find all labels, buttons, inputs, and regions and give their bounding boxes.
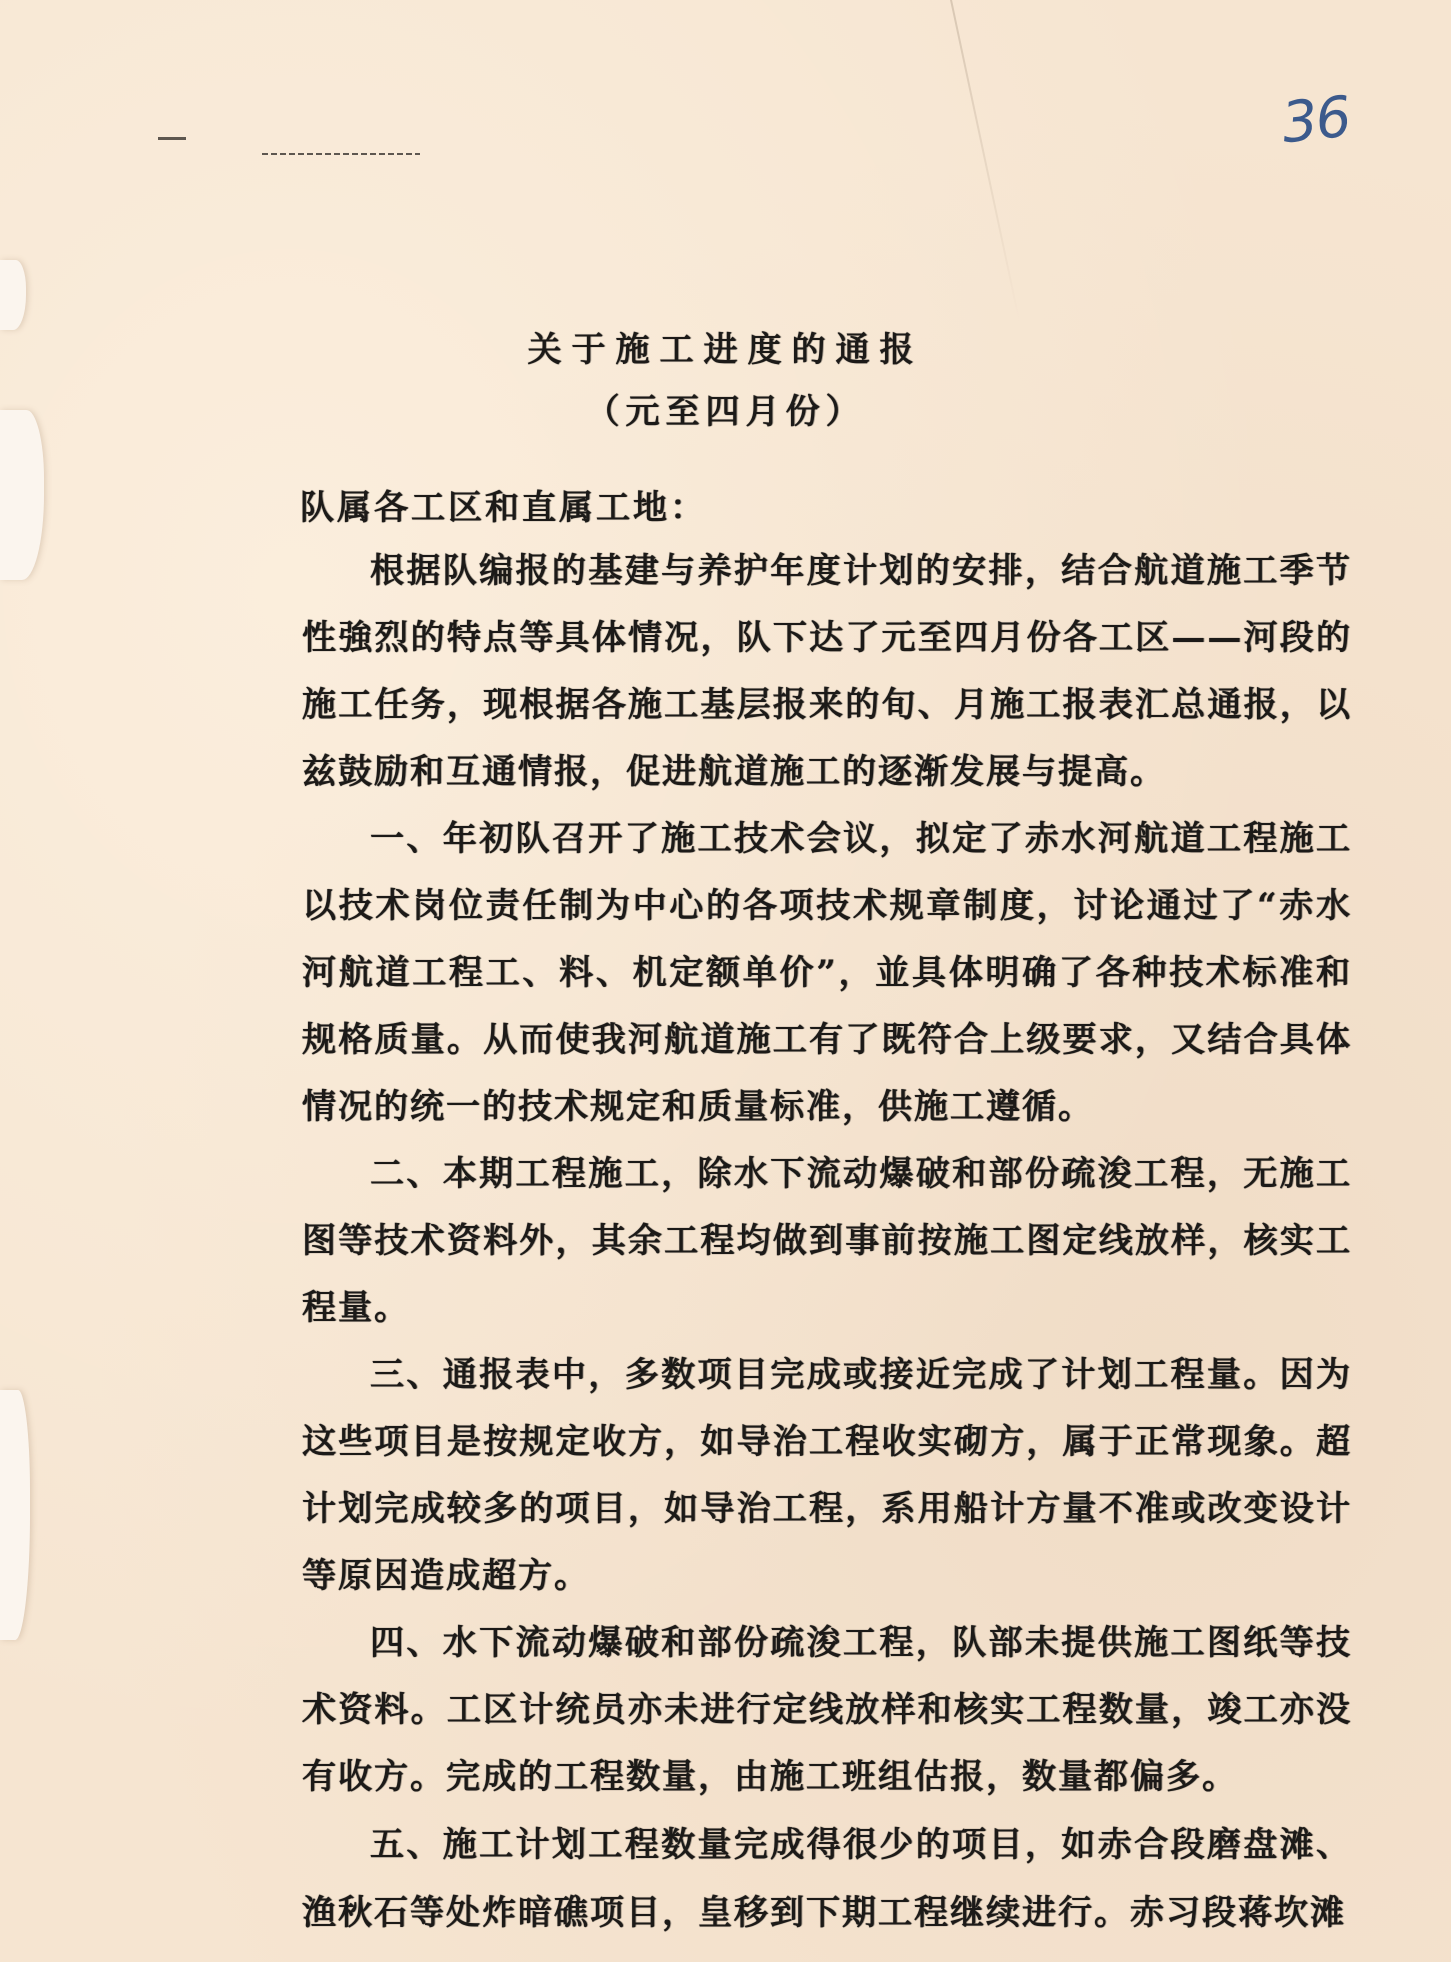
document-subtitle: （元至四月份） <box>585 392 866 432</box>
faint-dotted-mark <box>262 153 420 155</box>
torn-edge-mark <box>0 260 26 330</box>
paragraph-section-2: 二、本期工程施工，除水下流动爆破和部份疏浚工程，无施工图等技术资料外，其余工程均做到事前按施工图定线放样，核实工程量。 <box>302 1154 1352 1328</box>
handwritten-page-number: 36 <box>1278 84 1353 157</box>
document-body <box>302 538 1352 1947</box>
paragraph-section-1: 一、年初队召开了施工技术会议，拟定了赤水河航道工程施工以技术岗位责任制为中心的各项技术规章制度，讨论通过了“赤水河航道工程工、料、机定额单价”，並具体明确了各种技术标准和规格质量。从而使我河航道施工有了既符合上级要求，又结合具体情况的统一的技术规定和质量标准，供施工遵循。 <box>302 819 1352 1127</box>
document-title: 关于施工进度的通报 <box>527 330 924 370</box>
torn-edge-mark <box>0 410 44 580</box>
paragraph-section-4: 四、水下流动爆破和部份疏浚工程，队部未提供施工图纸等技术资料。工区计统员亦未进行定线放样和核实工程数量，竣工亦没有收方。完成的工程数量，由施工班组估报，数量都偏多。 <box>302 1623 1352 1797</box>
paragraph-section-5: 五、施工计划工程数量完成得很少的项目，如赤合段磨盘滩、渔秋石等处炸暗礁项目，皇移到下期工程继续进行。赤习段蒋坎滩 <box>302 1825 1352 1933</box>
faint-mark <box>158 137 186 140</box>
torn-edge-mark <box>0 1390 30 1640</box>
paragraph-section-3: 三、通报表中，多数项目完成或接近完成了计划工程量。因为这些项目是按规定收方，如导治工程收实砌方，属于正常现象。超计划完成较多的项目，如导治工程，系用船计方量不准或改变设计等原因造成超方。 <box>302 1355 1352 1596</box>
paragraph-intro: 根据队编报的基建与养护年度计划的安排，结合航道施工季节性強烈的特点等具体情况，队下达了元至四月份各工区——河段的施工任务，现根据各施工基层报来的旬、月施工报表汇总通报，以兹鼓励和互通情报，促进航道施工的逐渐发展与提高。 <box>302 551 1352 792</box>
salutation: 队属各工区和直属工地： <box>300 488 707 528</box>
